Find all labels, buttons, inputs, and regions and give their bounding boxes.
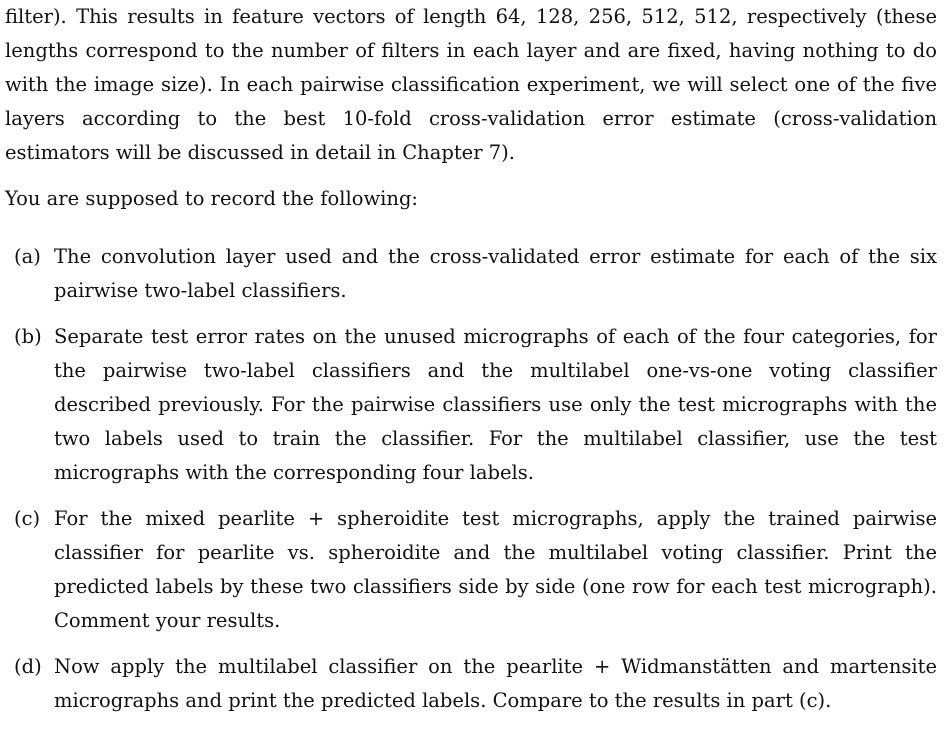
item-marker: (b) (14, 325, 42, 348)
requirements-list (5, 240, 937, 718)
document-page (5, 0, 937, 730)
item-text: Separate test error rates on the unused micrographs of each of the four categories, for the pairwise two-label classifiers and the multilabel one-vs-one voting classifier described previously. For the pairwise classifiers use only the test micrographs with the two labels used to train the classifier. For the multilabel classifier, use the test micrographs with the corresponding four labels. (54, 325, 937, 484)
item-text: Now apply the multilabel classifier on the pearlite + Widmanstätten and martensite micrographs and print the predicted labels. Compare to the results in part (c). (54, 655, 937, 712)
list-item (5, 650, 937, 718)
item-text: For the mixed pearlite + spheroidite test micrographs, apply the trained pairwise classifier for pearlite vs. spheroidite and the multilabel voting classifier. Print the predicted labels by these two classifiers side by side (one row for each test micrograph). Comment your results. (54, 507, 937, 632)
list-item (5, 502, 937, 638)
list-item (5, 320, 937, 490)
list-item (5, 240, 937, 308)
item-marker: (c) (14, 507, 41, 530)
item-marker: (a) (14, 245, 41, 268)
intro-paragraph: You are supposed to record the following: (5, 187, 419, 210)
continuation-paragraph: filter). This results in feature vectors of length 64, 128, 256, 512, 512, respectively (these lengths correspond to the number of filters in each layer and are fixed, having nothing to do with the image size). In each pairwise classification experiment, we will select one of the five layers according to the best 10-fold cross-validation error estimate (cross-validation estimators will be discussed in detail in Chapter 7). (5, 5, 937, 164)
item-text: The convolution layer used and the cross-validated error estimate for each of the six pairwise two-label classifiers. (54, 245, 937, 302)
item-marker: (d) (14, 655, 42, 678)
